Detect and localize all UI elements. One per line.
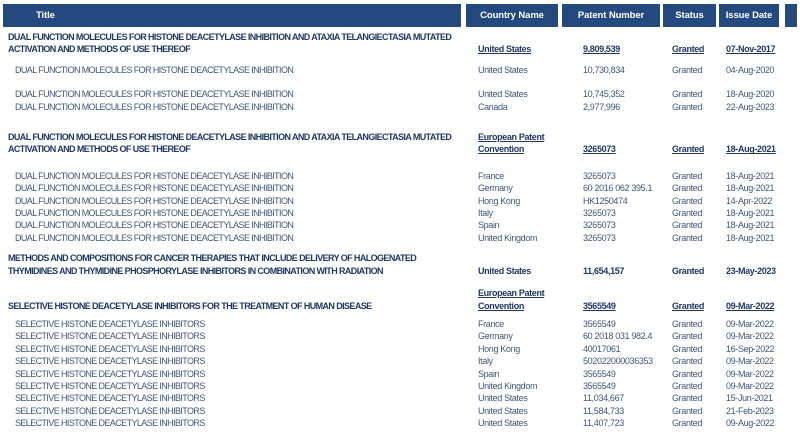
status-cell: Granted	[672, 220, 703, 231]
status-cell: Granted	[672, 393, 703, 404]
patent-number-cell: 11,407,723	[583, 418, 624, 429]
patent-number-cell: 11,584,733	[583, 405, 624, 416]
patent-number-link[interactable]: 9,809,539	[583, 44, 620, 55]
title-cell: DUAL FUNCTION MOLECULES FOR HISTONE DEACETYLASE INHIBITION	[15, 183, 294, 194]
patent-number-cell: 3565549	[583, 380, 616, 391]
country-cell: United States	[478, 405, 528, 416]
title-cell: SELECTIVE HISTONE DEACETYLASE INHIBITORS	[15, 343, 205, 354]
title-cell: DUAL FUNCTION MOLECULES FOR HISTONE DEACETYLASE INHIBITION	[15, 208, 294, 219]
issue-date-cell: 23-May-2023	[726, 265, 776, 276]
status-cell: Granted	[672, 343, 703, 354]
country-cell: France	[478, 170, 504, 181]
issue-date-cell: 18-Aug-2021	[726, 220, 775, 231]
patent-number-cell: 3565549	[583, 368, 616, 379]
status-cell: Granted	[672, 232, 703, 243]
table-header-row	[3, 4, 800, 27]
patent-row	[3, 405, 800, 417]
column-header-country-name[interactable]: Country Name	[466, 4, 558, 27]
country-cell: Canada	[478, 101, 508, 112]
issue-date-cell: 04-Aug-2020	[726, 64, 775, 75]
status-cell: Granted	[672, 405, 703, 416]
patent-row	[3, 88, 800, 100]
patent-row	[3, 219, 800, 231]
patent-row	[3, 232, 800, 244]
title-cell: DUAL FUNCTION MOLECULES FOR HISTONE DEACETYLASE INHIBITION AND ATAXIA TELANGIECTASIA MUTATED ACTIVATION AND METHODS OF USE THEREOF	[8, 32, 452, 55]
issue-date-cell: 18-Aug-2020	[726, 89, 775, 100]
patent-row	[3, 417, 800, 429]
country-cell: Germany	[478, 331, 513, 342]
patent-number-cell: 3265073	[583, 170, 616, 181]
column-header-patent-number[interactable]: Patent Number	[562, 4, 660, 27]
patent-row	[3, 330, 800, 342]
issue-date-cell: 18-Aug-2021	[726, 208, 775, 219]
country-cell: United Kingdom	[478, 232, 538, 243]
patent-number-link[interactable]: 3265073	[583, 144, 616, 155]
title-cell: SELECTIVE HISTONE DEACETYLASE INHIBITORS	[15, 368, 205, 379]
status-link[interactable]: Granted	[672, 44, 705, 55]
issue-date-link[interactable]: 18-Aug-2021	[726, 144, 776, 155]
country-cell: United States	[478, 393, 528, 404]
status-cell: Granted	[672, 265, 705, 276]
title-cell: METHODS AND COMPOSITIONS FOR CANCER THERAPIES THAT INCLUDE DELIVERY OF HALOGENATED THYMIDINES AND THYMIDINE PHOSPHORYLASE INHIBITORS IN COMBINATION WITH RADIATION	[8, 253, 417, 276]
country-link[interactable]: European Patent Convention	[478, 132, 545, 155]
status-cell: Granted	[672, 170, 703, 181]
country-cell: United States	[478, 265, 531, 276]
issue-date-cell: 14-Apr-2022	[726, 195, 773, 206]
country-cell: Italy	[478, 356, 493, 367]
patent-row	[3, 287, 800, 312]
patent-number-cell: 2,977,996	[583, 101, 620, 112]
title-cell: DUAL FUNCTION MOLECULES FOR HISTONE DEACETYLASE INHIBITION	[15, 64, 294, 75]
title-cell: DUAL FUNCTION MOLECULES FOR HISTONE DEACETYLASE INHIBITION AND ATAXIA TELANGIECTASIA MUTATED ACTIVATION AND METHODS OF USE THEREOF	[8, 132, 452, 155]
title-cell: SELECTIVE HISTONE DEACETYLASE INHIBITORS	[15, 380, 205, 391]
issue-date-cell: 09-Mar-2022	[726, 318, 774, 329]
patent-number-cell: 3265073	[583, 232, 616, 243]
patent-number-cell: 60 2016 062 395.1	[583, 183, 653, 194]
patent-row	[3, 368, 800, 380]
patent-number-cell: 10,745,352	[583, 89, 625, 100]
country-cell: Italy	[478, 208, 493, 219]
patent-row	[3, 380, 800, 392]
country-link[interactable]: United States	[478, 44, 531, 55]
patent-number-cell: 11,034,667	[583, 393, 624, 404]
patent-number-cell: 11,654,157	[583, 265, 625, 276]
table-body	[3, 31, 800, 430]
title-cell: DUAL FUNCTION MOLECULES FOR HISTONE DEACETYLASE INHIBITION	[15, 220, 294, 231]
issue-date-cell: 15-Jun-2021	[726, 393, 773, 404]
patent-row	[3, 343, 800, 355]
issue-date-cell: 21-Feb-2023	[726, 405, 774, 416]
title-cell: SELECTIVE HISTONE DEACETYLASE INHIBITORS	[15, 318, 205, 329]
patent-row	[3, 170, 800, 182]
status-cell: Granted	[672, 380, 703, 391]
country-cell: Hong Kong	[478, 343, 520, 354]
status-cell: Granted	[672, 89, 703, 100]
country-cell: Spain	[478, 368, 500, 379]
title-cell: DUAL FUNCTION MOLECULES FOR HISTONE DEACETYLASE INHIBITION	[15, 170, 294, 181]
patent-number-cell: 3565549	[583, 318, 616, 329]
issue-date-cell: 16-Sep-2022	[726, 343, 775, 354]
issue-date-cell: 18-Aug-2021	[726, 170, 775, 181]
patent-row	[3, 355, 800, 367]
country-cell: United States	[478, 64, 528, 75]
patent-row	[3, 207, 800, 219]
issue-date-link[interactable]: 07-Nov-2017	[726, 44, 776, 55]
patent-number-cell: HK1250474	[583, 195, 628, 206]
status-cell: Granted	[672, 195, 703, 206]
patent-number-cell: 502022000036353	[583, 356, 653, 367]
country-cell: United States	[478, 418, 528, 429]
status-cell: Granted	[672, 368, 703, 379]
status-cell: Granted	[672, 183, 703, 194]
status-cell: Granted	[672, 418, 703, 429]
patent-row	[3, 31, 800, 56]
issue-date-cell: 22-Aug-2023	[726, 101, 775, 112]
title-cell: DUAL FUNCTION MOLECULES FOR HISTONE DEACETYLASE INHIBITION	[15, 232, 294, 243]
column-header-title[interactable]: Title	[3, 4, 461, 27]
issue-date-link[interactable]: 09-Mar-2022	[726, 300, 775, 311]
issue-date-cell: 09-Mar-2022	[726, 380, 774, 391]
country-cell: Germany	[478, 183, 513, 194]
status-cell: Granted	[672, 331, 703, 342]
patent-number-cell: 3265073	[583, 208, 616, 219]
patent-number-cell: 10,730,834	[583, 64, 625, 75]
title-cell: DUAL FUNCTION MOLECULES FOR HISTONE DEACETYLASE INHIBITION	[15, 101, 294, 112]
title-cell: SELECTIVE HISTONE DEACETYLASE INHIBITORS	[15, 393, 205, 404]
patent-row	[3, 195, 800, 207]
country-link[interactable]: European Patent Convention	[478, 288, 545, 311]
title-cell: SELECTIVE HISTONE DEACETYLASE INHIBITORS	[15, 405, 205, 416]
status-cell: Granted	[672, 101, 703, 112]
title-cell: DUAL FUNCTION MOLECULES FOR HISTONE DEACETYLASE INHIBITION	[15, 195, 294, 206]
issue-date-cell: 09-Mar-2022	[726, 331, 774, 342]
patent-number-cell: 3265073	[583, 220, 616, 231]
issue-date-cell: 18-Aug-2021	[726, 232, 775, 243]
issue-date-cell: 09-Mar-2022	[726, 356, 774, 367]
status-cell: Granted	[672, 318, 703, 329]
column-header-status[interactable]: Status	[663, 4, 716, 27]
country-cell: France	[478, 318, 504, 329]
issue-date-cell: 09-Mar-2022	[726, 368, 774, 379]
country-cell: Spain	[478, 220, 500, 231]
country-cell: United Kingdom	[478, 380, 538, 391]
patent-number-cell: 40017061	[583, 343, 621, 354]
country-cell: Hong Kong	[478, 195, 520, 206]
column-header-issue-date[interactable]: Issue Date	[719, 4, 779, 27]
title-cell: SELECTIVE HISTONE DEACETYLASE INHIBITORS	[15, 356, 205, 367]
title-cell: SELECTIVE HISTONE DEACETYLASE INHIBITORS	[15, 418, 205, 429]
title-cell: SELECTIVE HISTONE DEACETYLASE INHIBITORS	[15, 331, 205, 342]
status-cell: Granted	[672, 64, 703, 75]
column-header-stub	[785, 4, 797, 27]
patent-row	[3, 252, 800, 277]
patent-row	[3, 101, 800, 113]
country-cell: United States	[478, 89, 528, 100]
status-link[interactable]: Granted	[672, 300, 705, 311]
patent-row	[3, 318, 800, 330]
title-cell: SELECTIVE HISTONE DEACETYLASE INHIBITORS FOR THE TREATMENT OF HUMAN DISEASE	[8, 300, 372, 311]
status-cell: Granted	[672, 208, 703, 219]
patent-row	[3, 64, 800, 76]
status-cell: Granted	[672, 356, 703, 367]
patent-row	[3, 392, 800, 404]
patent-row	[3, 182, 800, 194]
title-cell: DUAL FUNCTION MOLECULES FOR HISTONE DEACETYLASE INHIBITION	[15, 89, 294, 100]
patent-number-cell: 60 2018 031 982.4	[583, 331, 653, 342]
patent-number-link[interactable]: 3565549	[583, 300, 616, 311]
issue-date-cell: 18-Aug-2021	[726, 183, 775, 194]
issue-date-cell: 09-Aug-2022	[726, 418, 775, 429]
patent-row	[3, 131, 800, 156]
status-link[interactable]: Granted	[672, 144, 705, 155]
